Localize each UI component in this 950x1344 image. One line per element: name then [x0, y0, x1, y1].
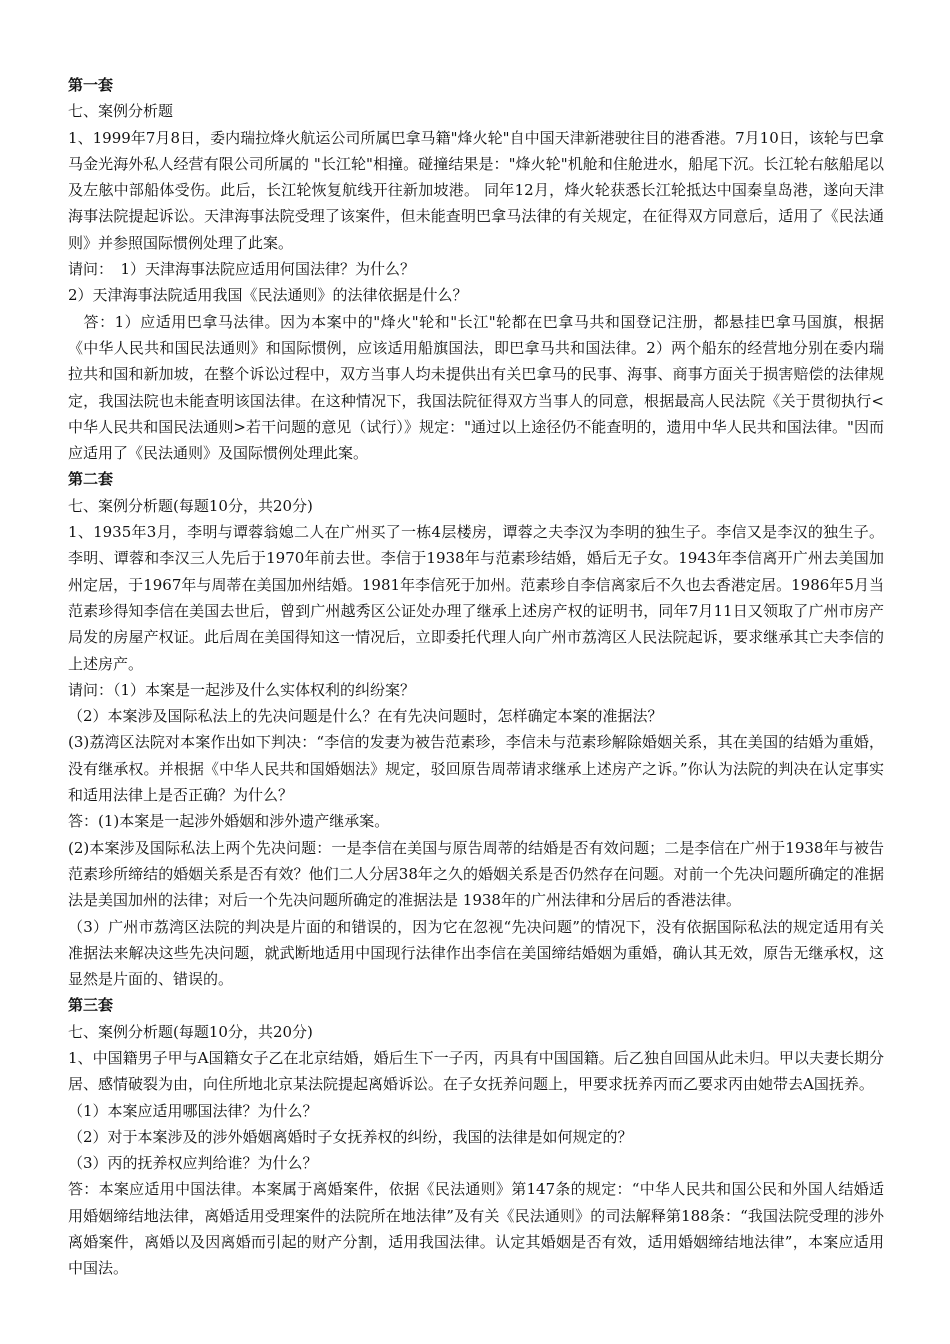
- section-2: [68, 466, 884, 992]
- case-text: 1、1999年7月8日，委内瑞拉烽火航运公司所属巴拿马籍"烽火轮"自中国天津新港驶往目的港香港。7月10日，该轮与巴拿马金光海外私人经营有限公司所属的 "长江轮"相撞。碰撞结果是："烽火轮"机舱和住舱进水，船尾下沉。长江轮右舷船尾以及左舷中部船体受伤。此后，长江轮恢复航线开往新加坡港。 同年12月，烽火轮获悉长江轮抵达中国秦皇岛港，遂向天津海事法院提起诉讼。天津海事法院受理了该案件，但未能查明巴拿马法律的有关规定，在征得双方同意后，适用了《民法通则》并参照国际惯例处理了此案。: [68, 128, 884, 252]
- question-text: 请问：（1）本案是一起涉及什么实体权利的纠纷案？: [68, 680, 416, 699]
- question-heading: 七、案例分析题: [68, 102, 174, 121]
- question-text: 2）天津海事法院适用我国《民法通则》的法律依据是什么？: [68, 286, 468, 305]
- question-text: 请问： 1）天津海事法院应适用何国法律？为什么？: [68, 260, 416, 279]
- case-text: 1、1935年3月，李明与谭蓉翁媳二人在广州买了一栋4层楼房，谭蓉之夫李汉为李明的独生子。李信又是李汉的独生子。李明、谭蓉和李汉三人先后于1970年前去世。李信于1938年与范素珍结婚，婚后无子女。1943年李信离开广州去美国加州定居，于1967年与周蒂在美国加州结婚。1981年李信死于加州。范素珍自李信离家后不久也去香港定居。1986年5月当范素珍得知李信在美国去世后，曾到广州越秀区公证处办理了继承上述房产权的证明书，同年7月11日又领取了广州市房产局发的房屋产权证。此后周在美国得知这一情况后，立即委托代理人向广州市荔湾区人民法院起诉，要求继承其亡夫李信的上述房产。: [68, 523, 884, 673]
- question-text: （2）本案涉及国际私法上的先决问题是什么？在有先决问题时，怎样确定本案的准据法？: [68, 707, 663, 726]
- question-text: (3)荔湾区法院对本案作出如下判决：“李信的发妻为被告范素珍，李信未与范素珍解除婚姻关系，其在美国的结婚为重婚，没有继承权。并根据《中华人民共和国婚姻法》规定，驳回原告周蒂请求继承上述房产之诉。”你认为法院的判决在认定事实和适用法律上是否正确？为什么？: [68, 733, 884, 805]
- section-title: 第三套: [68, 996, 114, 1015]
- answer-text: 答：(1)本案是一起涉外婚姻和涉外遗产继承案。: [68, 812, 390, 831]
- answer-text: 答：1）应适用巴拿马法律。因为本案中的"烽火"轮和"长江"轮都在巴拿马共和国登记注册，都悬挂巴拿马国旗，根据《中华人民共和国民法通则》和国际惯例，应该适用船旗国法，即巴拿马共和国法律。2）两个船东的经营地分别在委内瑞拉共和国和新加坡，在整个诉讼过程中，双方当事人均未提供出有关巴拿马的民事、海事、商事方面关于损害赔偿的法律规定，我国法院也未能查明该国法律。在这种情况下，我国法院征得双方当事人的同意，根据最高人民法院《关于贯彻执行<中华人民共和国民法通则>若干问题的意见（试行）》规定："通过以上途径仍不能查明的，遗用中华人民共和国法律。"因而应适用了《民法通则》及国际惯例处理此案。: [68, 312, 884, 463]
- question-text: （3）丙的抚养权应判给谁？为什么？: [68, 1154, 318, 1173]
- question-text: （2）对于本案涉及的涉外婚姻离婚时子女抚养权的纠纷，我国的法律是如何规定的？: [68, 1127, 633, 1146]
- section-3: [68, 992, 884, 1281]
- answer-text: （3）广州市荔湾区法院的判决是片面的和错误的，因为它在忽视“先决问题”的情况下，没有依据国际私法的规定适用有关准据法来解决这些先决问题，就武断地适用中国现行法律作出李信在美国缔结婚姻为重婚，确认其无效，原告无继承权，这显然是片面的、错误的。: [68, 917, 884, 989]
- section-1: [68, 72, 884, 466]
- question-heading: 七、案例分析题(每题10分，共20分): [68, 496, 313, 515]
- document-page: [68, 72, 884, 1282]
- section-title: 第一套: [68, 76, 114, 94]
- case-text: 1、中国籍男子甲与A国籍女子乙在北京结婚，婚后生下一子丙，丙具有中国国籍。后乙独自回国从此未归。甲以夫妻长期分居、感情破裂为由，向住所地北京某法院提起离婚诉讼。在子女抚养问题上，甲要求抚养丙而乙要求丙由她带去A国抚养。: [68, 1048, 884, 1094]
- question-text: （1）本案应适用哪国法律？为什么？: [68, 1101, 318, 1120]
- section-title: 第二套: [68, 470, 114, 489]
- question-heading: 七、案例分析题(每题10分，共20分): [68, 1022, 313, 1041]
- answer-text: (2)本案涉及国际私法上两个先决问题：一是李信在美国与原告周蒂的结婚是否有效问题；二是李信在广州于1938年与被告范素珍所缔结的婚姻关系是否有效？他们二人分居38年之久的婚姻关系是否仍然存在问题。对前一个先决问题所确定的准据法是美国加州的法律；对后一个先决问题所确定的准据法是 1938年的广州法律和分居后的香港法律。: [68, 838, 884, 910]
- answer-text: 答：本案应适用中国法律。本案属于离婚案件，依据《民法通则》第147条的规定：“中华人民共和国公民和外国人结婚适用婚姻缔结地法律，离婚适用受理案件的法院所在地法律”及有关《民法通则》的司法解释第188条：“我国法院受理的涉外离婚案件，离婚以及因离婚而引起的财产分割，适用我国法律。认定其婚姻是否有效，适用婚姻缔结地法律”，本案应适用中国法。: [68, 1180, 884, 1278]
